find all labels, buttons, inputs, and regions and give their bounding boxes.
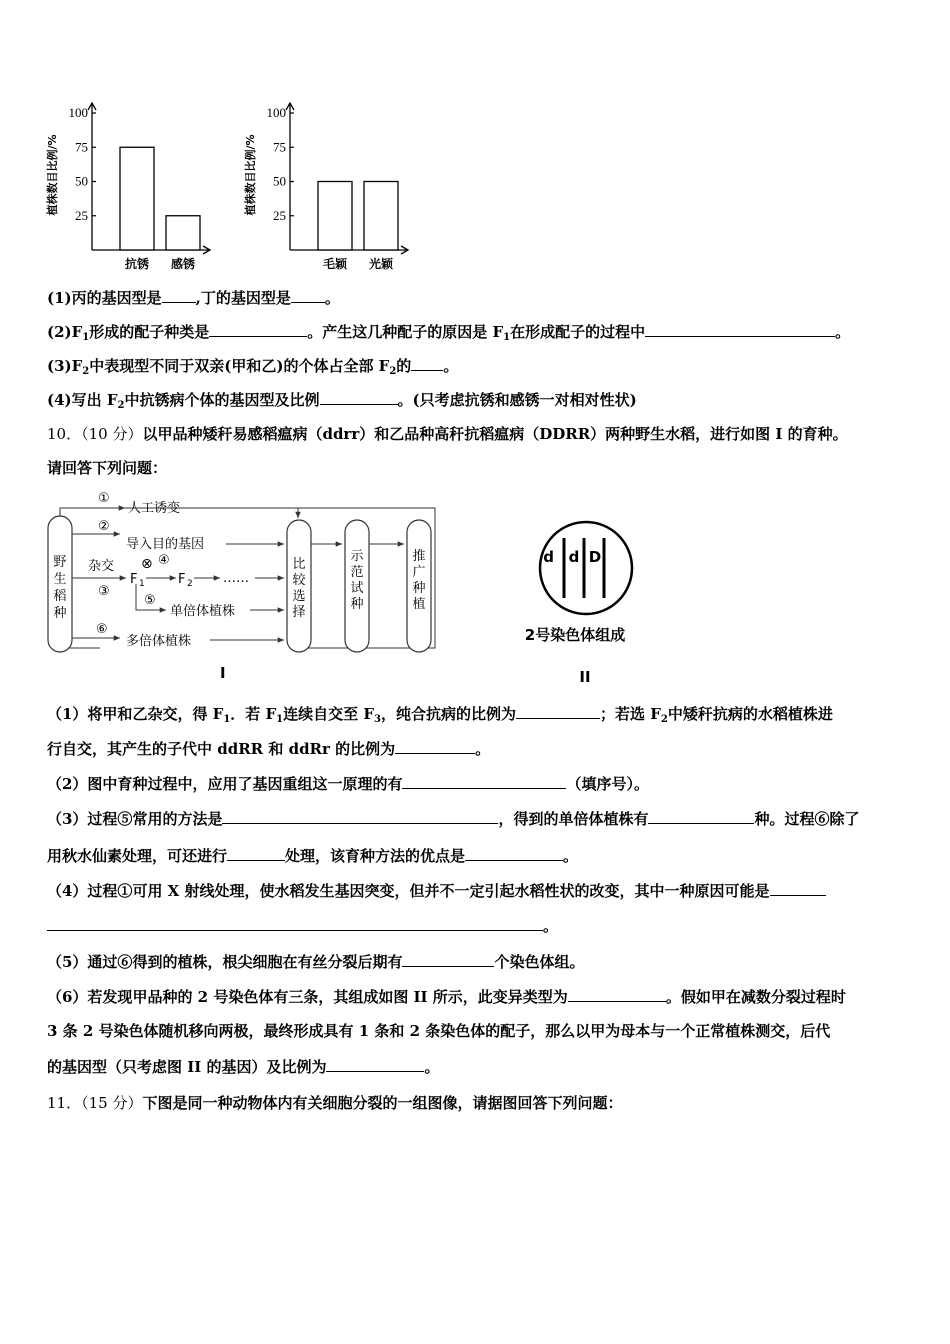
svg-text:d: d — [568, 548, 580, 566]
y-axis-label: 植株数目比例/% — [46, 134, 59, 216]
y-tick-label: 50 — [273, 173, 286, 189]
q10-item-1: （1）将甲和乙杂交，得 $F_1$．若 $F_1$连续自交至 $F_3$，纯合抗病的比例为 ；若选 $F_2$中矮秆抗病的水稻植株进 — [47, 705, 833, 725]
step-1-circle: ① — [98, 491, 110, 506]
svg-text:杂交: 杂交 — [88, 559, 115, 574]
q11-intro: 11．（15 分）下图是同一种动物体内有关细胞分裂的一组图像，请据图回答下列问题： — [47, 1094, 623, 1112]
answer-blank[interactable] — [291, 287, 325, 303]
breeding-diagram — [40, 488, 650, 688]
svg-text:广: 广 — [412, 565, 426, 580]
y-tick-label: 75 — [75, 139, 88, 155]
q10-item-6-cont2: 的基因型（只考虑图 II 的基因）及比例为 。 — [47, 1058, 440, 1076]
svg-text:择: 择 — [292, 605, 306, 620]
bar-chart-rust-resistance — [40, 95, 220, 275]
q10-item-4: （4）过程①可用 X 射线处理，使水稻发生基因突变，但并不一定引起水稻性状的改变，其中一种原因可能是 — [47, 880, 910, 901]
answer-blank[interactable] — [320, 389, 398, 405]
y-tick-label: 25 — [273, 207, 286, 223]
answer-blank[interactable] — [402, 951, 494, 967]
q9-item-4: (4)写出 $F_2$中抗锈病个体的基因型及比例 。(只考虑抗锈和感锈一对相对性状) — [47, 391, 637, 411]
chromosome-title: 2号染色体组成 — [524, 626, 626, 644]
y-axis-label: 植株数目比例/% — [244, 134, 257, 216]
svg-text:⊗: ⊗ — [141, 556, 153, 572]
q10-item-2: （2）图中育种过程中，应用了基因重组这一原理的有 （填序号）。 — [47, 775, 649, 793]
answer-blank[interactable] — [568, 986, 666, 1002]
svg-text:范: 范 — [350, 565, 364, 580]
svg-text:种: 种 — [53, 606, 67, 621]
svg-text:⑥: ⑥ — [96, 622, 108, 637]
y-tick-label: 100 — [68, 105, 88, 120]
q10-item-4-cont: 。 — [47, 915, 910, 936]
answer-blank[interactable] — [209, 321, 307, 337]
q10-item-3-cont: 用秋水仙素处理，可还进行 处理，该育种方法的优点是 。 — [47, 847, 579, 865]
svg-text:稻: 稻 — [53, 589, 67, 604]
svg-text:植: 植 — [412, 597, 426, 612]
bar-抗锈 — [120, 147, 154, 250]
answer-blank[interactable] — [326, 1056, 424, 1072]
x-category-label: 毛颖 — [322, 257, 348, 271]
q10-item-1-cont: 行自交，其产生的子代中 ddRR 和 ddRr 的比例为 。 — [47, 740, 491, 758]
svg-text:生: 生 — [53, 572, 67, 587]
svg-text:单倍体植株: 单倍体植株 — [170, 604, 236, 619]
q9-item-2: $(2)F_1$形成的配子种类是 。产生这几种配子的原因是 $F_1$在形成配子的过程中 。 — [47, 323, 851, 343]
svg-text:F: F — [178, 572, 186, 587]
answer-blank[interactable] — [465, 845, 563, 861]
q9-item-3: $(3)F_2$中表现型不同于双亲(甲和乙)的个体占全部 $F_2$的 。 — [47, 357, 459, 377]
answer-blank[interactable] — [47, 915, 543, 931]
svg-text:1: 1 — [139, 579, 145, 589]
answer-blank[interactable] — [222, 808, 498, 824]
svg-text:选: 选 — [292, 589, 306, 604]
svg-text:多倍体植株: 多倍体植株 — [126, 634, 192, 649]
q10-prompt: 请回答下列问题： — [47, 459, 168, 477]
answer-blank[interactable] — [770, 880, 826, 896]
answer-blank[interactable] — [516, 703, 600, 719]
svg-text:种: 种 — [350, 597, 364, 612]
answer-blank[interactable] — [402, 773, 566, 789]
answer-blank[interactable] — [645, 321, 835, 337]
x-category-label: 抗锈 — [124, 257, 150, 271]
svg-text:人工诱变: 人工诱变 — [128, 501, 181, 516]
svg-text:……: …… — [223, 571, 249, 586]
svg-text:2: 2 — [187, 579, 193, 589]
q10-item-6: （6）若发现甲品种的 2 号染色体有三条，其组成如图 II 所示，此变异类型为 。假如甲在减数分裂过程时 — [47, 988, 846, 1006]
bar-毛颖 — [318, 182, 352, 251]
svg-text:②: ② — [98, 519, 110, 534]
svg-text:示: 示 — [350, 549, 364, 564]
chromosome-figure — [540, 522, 632, 614]
q10-item-6-cont: 3 条 2 号染色体随机移向两极，最终形成具有 1 条和 2 条染色体的配子，那么以甲为母本与一个正常植株测交，后代 — [47, 1022, 831, 1040]
svg-text:D: D — [588, 548, 602, 566]
svg-text:导入目的基因: 导入目的基因 — [126, 537, 205, 552]
svg-text:⑤: ⑤ — [144, 593, 156, 608]
answer-blank[interactable] — [395, 738, 475, 754]
x-category-label: 光颖 — [368, 257, 394, 271]
bar-光颖 — [364, 182, 398, 251]
figure-label-2: II — [579, 668, 591, 686]
bar-chart-glume-type — [238, 95, 418, 275]
svg-text:F: F — [130, 572, 138, 587]
svg-text:③: ③ — [98, 584, 110, 599]
svg-text:较: 较 — [292, 573, 306, 588]
answer-blank[interactable] — [411, 355, 443, 371]
x-category-label: 感锈 — [170, 257, 196, 271]
q10-item-5: （5）通过⑥得到的植株，根尖细胞在有丝分裂后期有 个染色体组。 — [47, 953, 585, 971]
answer-blank[interactable] — [227, 845, 285, 861]
answer-blank[interactable] — [648, 808, 754, 824]
q10-item-3: （3）过程⑤常用的方法是 ，得到的单倍体植株有 种。过程⑥除了 — [47, 810, 860, 828]
svg-text:推: 推 — [412, 549, 426, 564]
svg-text:d: d — [543, 548, 554, 566]
figure-label-1: I — [220, 664, 226, 682]
y-tick-label: 25 — [75, 207, 88, 223]
q10-intro: 10．（10 分）以甲品种矮秆易感稻瘟病（ddrr）和乙品种高秆抗稻瘟病（DDRR）两种野生水稻，进行如图 I 的育种。 — [47, 425, 848, 443]
y-tick-label: 50 — [75, 173, 88, 189]
y-tick-label: 75 — [273, 139, 286, 155]
svg-text:④: ④ — [158, 553, 170, 568]
svg-text:试: 试 — [350, 581, 364, 596]
y-tick-label: 100 — [266, 105, 286, 120]
svg-text:野: 野 — [53, 555, 67, 570]
answer-blank[interactable] — [162, 287, 196, 303]
svg-text:比: 比 — [292, 557, 306, 572]
bar-感锈 — [166, 216, 200, 250]
q9-item-1: (1)丙的基因型是 ,丁的基因型是 。 — [47, 289, 340, 307]
svg-text:种: 种 — [412, 581, 426, 596]
